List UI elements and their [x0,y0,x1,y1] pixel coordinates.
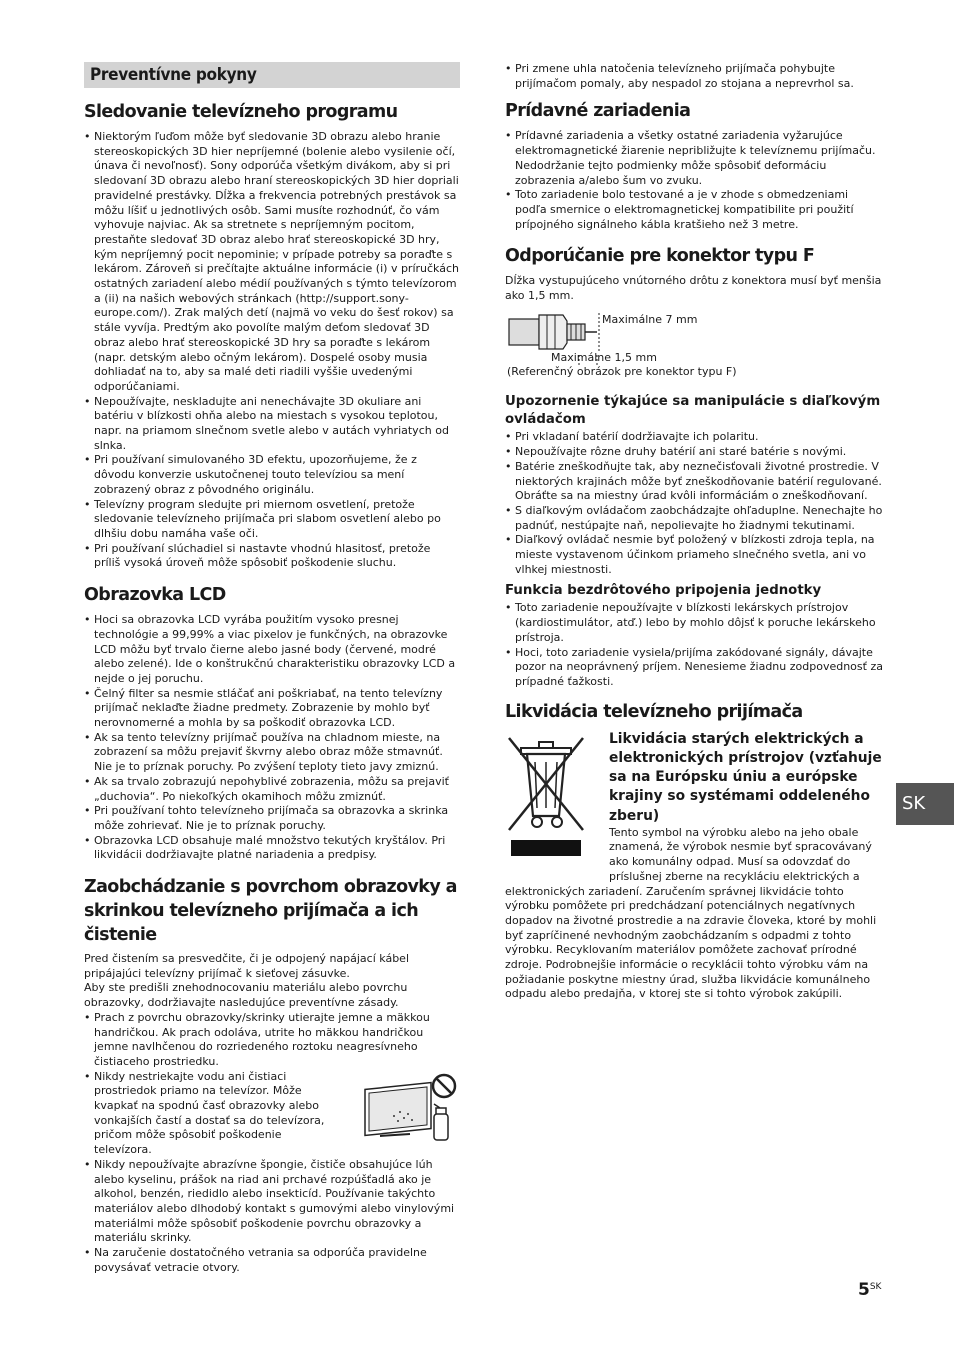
list-item: • Pri zmene uhla natočenia televízneho prijímača pohybujte prijímačom pomaly, aby nespadol zo stojana a neprevrhol sa. [505,62,883,91]
list-item-with-illustration [84,1070,460,1158]
list-item: • Prach z povrchu obrazovky/skrinky utierajte jemne a mäkkou handričkou. Ak prach odoláva, utrite ho mäkkou handričkou jemne navlhčenou do rozriedeného roztoku neagresívneho čistiaceho prostriedku. [84,1011,460,1070]
label-max-1-5mm: Maximálne 1,5 mm [551,350,657,364]
heading-wireless: Funkcia bezdrôtového pripojenia jednotky [505,583,822,599]
list-item: • S diaľkovým ovládačom zaobchádzajte ohľaduplne. Nenechajte ho padnúť, nestúpajte naň, nepolievajte ho žiadnymi tekutinami. [505,504,883,533]
list-item: • Hoci, toto zariadenie vysiela/prijíma zakódované signály, dávajte pozor na neoprávnený príjem. Nenesieme žiadnu zodpovednosť za prípadné ťažkosti. [505,646,883,690]
crossed-bin-weee-icon [505,730,587,860]
list-item [84,1158,460,1246]
label-max-7mm: Maximálne 7 mm [602,312,698,326]
heading-tv-viewing: Sledovanie televízneho programu [84,102,398,122]
list-item-text: Nikdy nepoužívajte abrazívne špongie, čističe obsahujúce lúh alebo kyselinu, prášok na riad ani prchavé rozpúšťadlá ako je alkohol, benzén, riedidlo alebo insekticíd. Používanie takýchto materiálov alebo dlhodobý kontakt s gumovými alebo vinylovými materiálmi môže spôsobiť poškodenie povrchu obrazovky a materiálu skrinky. [94,1157,455,1245]
remote-list [505,430,883,577]
page-number [858,1280,881,1300]
cleaning-intro-1: Pred čistením sa presvedčite, či je odpojený napájací kábel pripájajúci televízny prijímač k sieťovej zásuvke. [84,952,409,980]
list-item: • Ak sa tento televízny prijímač používa na chladnom mieste, na zobrazení sa môžu prejaviť škvrny alebo obraz môže stmavnúť. Nie je to príznak poruchy. Po zvýšení teploty tieto javy zmiznú. [84,731,460,775]
wireless-list [505,601,883,689]
list-item: • Pri vkladaní batérií dodržiavajte ich polaritu. [505,430,883,445]
page-number-value: 5 [858,1280,870,1300]
tv-viewing-list [84,130,460,571]
list-item: • Pri používaní slúchadiel si nastavte vhodnú hlasitosť, pretože príliš vysoká úroveň môže spôsobiť poškodenie sluchu. [84,542,460,571]
list-item: • Hoci sa obrazovka LCD vyrába použitím vysoko presnej technológie a 99,99% a viac pixelov je funkčných, na obrazovke LCD môžu byť trvalo čierne alebo jasné body (červené, modré alebo zelené). Ide o konštrukčnú charakteristiku obrazovky LCD a nejde o jej poruchu. [84,613,460,687]
f-connector-figure [505,311,883,367]
disposal-body-bottom: elektronických zariadení. Zaručením správnej likvidácie tohto výrobku pomôžete pri predchádzaní potenciálnych negatívnych dopadov na životné prostredie a na zdravie človeka, ktoré by mohli byť zapríčinené nevhodným zaobchádzaním s odpadmi z tohto výrobku. Recyklovaním materiálov pomôžete zachovať prírodné zdroje. Podrobnejšie informácie o recyklácii tohto výrobku vám na požiadanie poskytne miestny úrad, služba likvidácie komunálneho odpadu alebo predajňa, v ktorej ste si tohto výrobok zakúpili. [505,884,877,1001]
language-tab: SK [896,783,954,825]
heading-remote: Upozornenie týkajúce sa manipulácie s diaľkovým ovládačom [505,394,881,428]
heading-disposal: Likvidácia televízneho prijímača [505,701,803,722]
list-item: • Pri používaní simulovaného 3D efektu, upozorňujeme, že z dôvodu konverzie uskutočnenej touto televíziou sa mení zobrazený obraz z pôvodného originálu. [84,453,460,497]
right-column [505,62,883,1002]
section-banner: Preventívne pokyny [84,62,460,88]
rotation-list [505,62,883,91]
list-item: • Toto zariadenie nepoužívajte v blízkosti lekárskych prístrojov (kardiostimulátor, atď.) lebo by mohlo dôjsť k poruche lekárskeho prístroja. [505,601,883,645]
accessories-list [505,129,883,232]
list-item: • Batérie zneškodňujte tak, aby neznečisťovali životné prostredie. V niektorých krajinách môže byť zneškodňovanie batérií regulované. Obráťte sa na miestny úrad kvôli informáciám o zneškodňovaní. [505,460,883,504]
cleaning-list [84,1011,460,1276]
tv-spray-prohibited-icon [360,1072,460,1150]
list-item-text: • Nikdy nestriekajte vodu ani čistiaci prostriedok priamo na televízor. Môže kvapkať na spodnú časť obrazovky alebo vonkajších častí a dostať sa do televízora, pričom môže spôsobiť poškodenie televízora. [94,1069,325,1157]
list-item: • Prídavné zariadenia a všetky ostatné zariadenia vyžarujúce elektromagnetické žiarenie nepribližujte k televíznemu prijímaču. Nedodržanie tejto podmienky môže spôsobiť deformáciu zobrazenia a/alebo šum vo zvuku. [505,129,883,188]
lcd-list [84,613,460,863]
list-item: • Na zaručenie dostatočného vetrania sa odporúča pravidelne povysávať vetracie otvory. [84,1246,460,1275]
list-item: • Toto zariadenie bolo testované a je v zhode s obmedzeniami podľa smernice o elektromagnetickej kompatibilite pri použití prípojného signálneho kábla kratšieho než 3 metre. [505,188,883,232]
heading-cleaning-line2: skrinkou televízneho prijímača a ich čistenie [84,901,419,946]
connector-text: Dĺžka vystupujúceho vnútorného drôtu z konektora musí byť menšia ako 1,5 mm. [505,274,882,303]
list-item: • Obrazovka LCD obsahuje malé množstvo tekutých kryštálov. Pri likvidácii dodržiavajte platné nariadenia a predpisy. [84,834,460,863]
heading-connector: Odporúčanie pre konektor typu F [505,246,815,267]
heading-accessories: Prídavné zariadenia [505,101,691,122]
list-item: • Pri používaní tohto televízneho prijímača sa obrazovka a skrinka môže zohrievať. Nie je to príznak poruchy. [84,804,460,833]
list-item: • Nepoužívajte rôzne druhy batérií ani staré batérie s novými. [505,445,883,460]
heading-cleaning-line1: Zaobchádzanie s povrchom obrazovky a [84,877,457,898]
list-item: • Televízny program sledujte pri miernom osvetlení, pretože sledovanie televízneho prijímača pri slabom osvetlení alebo po dlhšiu dobu namáha vaše oči. [84,498,460,542]
connector-caption: (Referenčný obrázok pre konektor typu F) [507,364,737,378]
disposal-block [505,730,883,1002]
list-item: • Ak sa trvalo zobrazujú nepohyblivé zobrazenia, môžu sa prejaviť „duchovia“. Po niekoľkých okamihoch môžu zmiznúť. [84,775,460,804]
list-item: • Niektorým ľuďom môže byť sledovanie 3D obrazu alebo hranie stereoskopických 3D hier nepríjemné (bolenie alebo vysilenie očí, únava či nevoľnosť). Sony odporúča všetkým divákom, aby si pri sledovaní 3D obrazu alebo hraní stereoskopických 3D hier dopriali pravidelné prestávky. Dĺžka a frekvencia potrebných prestávok sa môžu líšiť u jednotlivých osôb. Sami musíte rozhodnúť, čo vám vyhovuje najviac. Ak sa stretnete s nepríjemným pocitom, prestaňte sledovať 3D obraz alebo hrať stereoskopické 3D hry, kým nepríjemný pocit nepominie; v prípade potreby sa poraďte s lekárom. Zároveň si prečítajte aktuálne informácie (i) v príručkách ostatných zariadení alebo médií používaných s týmto televízorom a (ii) na našich webových stránkach (http://support.sony-europe.com/). Zrak malých detí (najmä vo veku do šesť rokov) sa stále vyvíja. Predtým ako povolíte malým deťom sledovať 3D obraz alebo hrať stereoskopické 3D hry sa poraďte s lekárom (napr. detským alebo očným lekárom). Dospelé osoby musia dohliadať na to, aby sa malé deti riadili vyššie uvedenými odporúčaniami. [84,130,460,395]
heading-cleaning [84,875,460,947]
cleaning-intro-2: Aby ste predišli znehodnocovaniu materiálu alebo povrchu obrazovky, dodržiavajte nasledujúce preventívne zásady. [84,981,408,1010]
list-item: • Čelný filter sa nesmie stláčať ani poškriabať, na tento televízny prijímač neklaďte žiadne predmety. Zobrazenie by mohlo byť nerovnomerné a mohla by sa poškodiť obrazovka LCD. [84,687,460,731]
list-item: • Diaľkový ovládač nesmie byť položený v blízkosti zdroja tepla, na mieste vystavenom účinkom priameho slnečného svetla, ani vo vlhkej miestnosti. [505,533,883,577]
disposal-subtitle: Likvidácia starých elektrických a elektronických prístrojov (vzťahuje sa na Európsku úniu a európske krajiny so systémami oddeleného zberu) [609,730,882,824]
disposal-body-top: Tento symbol na výrobku alebo na jeho obale znamená, že výrobok nesmie byť spracovávaný ako komunálny odpad. Musí sa odovzdať do príslušnej zberne na recykláciu elektrických a [609,825,872,883]
heading-lcd: Obrazovka LCD [84,585,226,606]
left-column [84,62,460,1276]
list-item: • Nepoužívajte, neskladujte ani nenechávajte 3D okuliare ani batériu v blízkosti ohňa alebo na miestach s vysokou teplotou, napr. na priamom slnečnom svetle alebo v autách vyhriatych od slnka. [84,395,460,454]
page-number-suffix: SK [869,1282,882,1292]
